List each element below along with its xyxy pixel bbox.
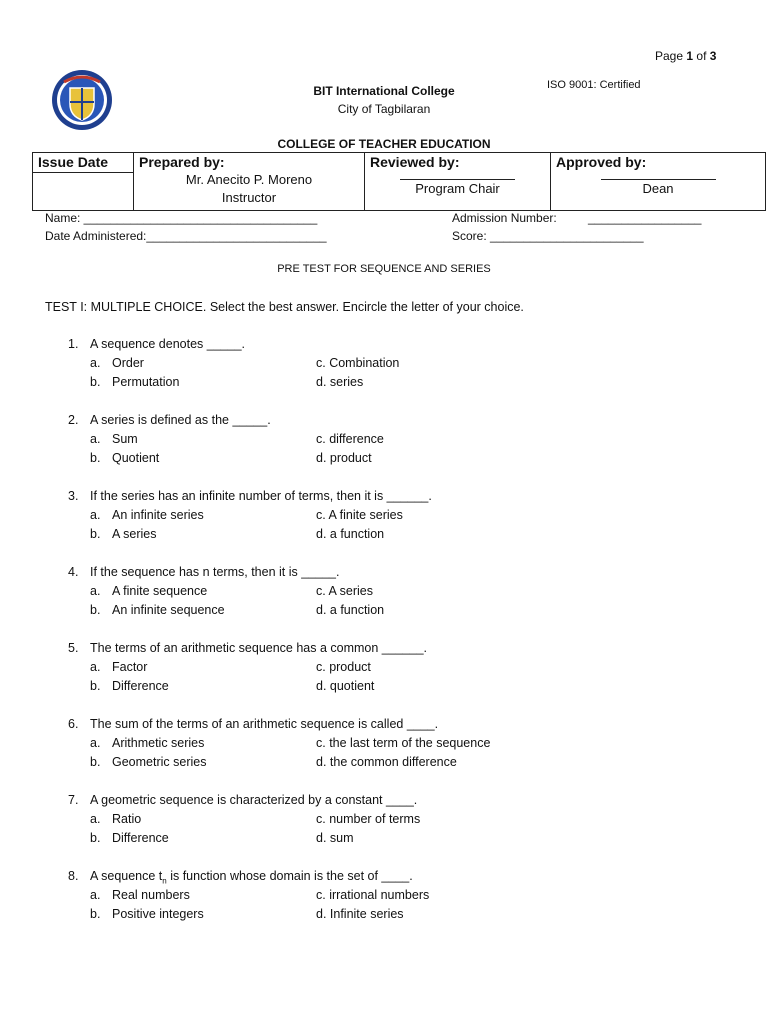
choice-letter: b. [90,527,101,541]
question-number: 7. [68,793,79,807]
choice-letter: a. [90,888,101,902]
choice-text: Positive integers [112,907,204,921]
choice-text: An infinite sequence [112,603,225,617]
choice-text: Arithmetic series [112,736,205,750]
choice-d: d. series [316,375,364,389]
question-number: 1. [68,337,79,351]
choice-text: Geometric series [112,755,207,769]
choice-text: Quotient [112,451,160,465]
question-text: The sum of the terms of an arithmetic sequence is called ____. [90,717,439,731]
choice-letter: a. [90,356,101,370]
choice-letter: b. [90,375,101,389]
choice-text: Order [112,356,144,370]
question-number: 5. [68,641,79,655]
department-name: COLLEGE OF TEACHER EDUCATION [277,137,491,151]
choice-letter: a. [90,584,101,598]
choice-text: A finite sequence [112,584,208,598]
page-number [655,49,716,63]
choice-c: c. number of terms [316,812,421,826]
approved-by-cell [551,153,766,211]
choice-letter: a. [90,432,101,446]
choice-letter: a. [90,812,101,826]
prepared-by-label: Prepared by: [139,154,225,170]
prepared-by-cell [134,153,365,211]
subscript-n: n [162,876,167,886]
reviewer-title: Program Chair [415,181,500,196]
question-text: A series is defined as the _____. [90,413,271,427]
choice-text: A series [112,527,157,541]
choice-text: Factor [112,660,148,674]
question-text: A sequence denotes _____. [90,337,245,351]
page-current: 1 [686,49,694,63]
choice-c: c. product [316,660,371,674]
choice-letter: b. [90,603,101,617]
choice-c: c. A series [316,584,373,598]
question-number: 4. [68,565,79,579]
approver-title: Dean [642,181,674,196]
choice-text: Real numbers [112,888,190,902]
document-control-table [32,152,766,211]
choice-letter: b. [90,755,101,769]
choice-text: An infinite series [112,508,204,522]
choice-d: d. sum [316,831,354,845]
choice-letter: b. [90,451,101,465]
choice-letter: b. [90,679,101,693]
test-instructions: TEST I: MULTIPLE CHOICE. Select the best answer. Encircle the letter of your choice. [45,300,524,314]
choice-c: c. A finite series [316,508,403,522]
reviewed-by-label: Reviewed by: [370,154,460,170]
choice-text: Permutation [112,375,180,389]
admission-field: _________________ [588,211,702,225]
iso-certification: ISO 9001: Certified [547,79,641,91]
page-of: of [696,49,707,63]
page-total: 3 [709,49,717,63]
question-number: 2. [68,413,79,427]
question-number: 6. [68,717,79,731]
issue-date-value-cell [33,173,134,211]
choice-d: d. a function [316,603,385,617]
choice-letter: b. [90,907,101,921]
college-name: BIT International College [313,84,455,98]
choice-c: c. Combination [316,356,400,370]
choice-c: c. irrational numbers [316,888,430,902]
choice-text: Ratio [112,812,142,826]
choice-letter: a. [90,736,101,750]
college-seal-logo [50,68,114,132]
choice-d: d. the common difference [316,755,457,769]
question-text: A sequence $t_n$ is function whose domain is the set of ____. [90,869,413,886]
choice-text: Difference [112,831,169,845]
choice-text: Difference [112,679,169,693]
page-label: Page [655,49,684,63]
question-number: 8. [68,869,79,883]
preparer-title: Instructor [221,190,277,205]
score-field: Score: _______________________ [452,229,644,243]
question-text: If the sequence has n terms, then it is _____. [90,565,340,579]
choice-c: c. difference [316,432,384,446]
test-title: PRE TEST FOR SEQUENCE AND SERIES [277,263,491,275]
college-city: City of Tagbilaran [337,102,431,116]
preparer-name: Mr. Anecito P. Moreno [185,172,313,187]
issue-date-label: Issue Date [38,154,109,170]
name-field: Name: ___________________________________ [45,211,318,225]
choice-c: c. the last term of the sequence [316,736,491,750]
date-administered-field: Date Administered:___________________________ [45,229,327,243]
admission-label: Admission Number: [452,211,557,225]
choice-text: Sum [112,432,138,446]
reviewed-by-cell [365,153,551,211]
choice-d: d. product [316,451,372,465]
issue-date-cell [33,153,134,173]
choice-d: d. a function [316,527,385,541]
choice-letter: a. [90,508,101,522]
approved-by-label: Approved by: [556,154,647,170]
choice-d: d. quotient [316,679,375,693]
choice-letter: a. [90,660,101,674]
question-text: If the series has an infinite number of terms, then it is ______. [90,489,432,503]
question-number: 3. [68,489,79,503]
choice-d: d. Infinite series [316,907,404,921]
question-text: The terms of an arithmetic sequence has a common ______. [90,641,427,655]
choice-letter: b. [90,831,101,845]
question-text: A geometric sequence is characterized by a constant ____. [90,793,418,807]
